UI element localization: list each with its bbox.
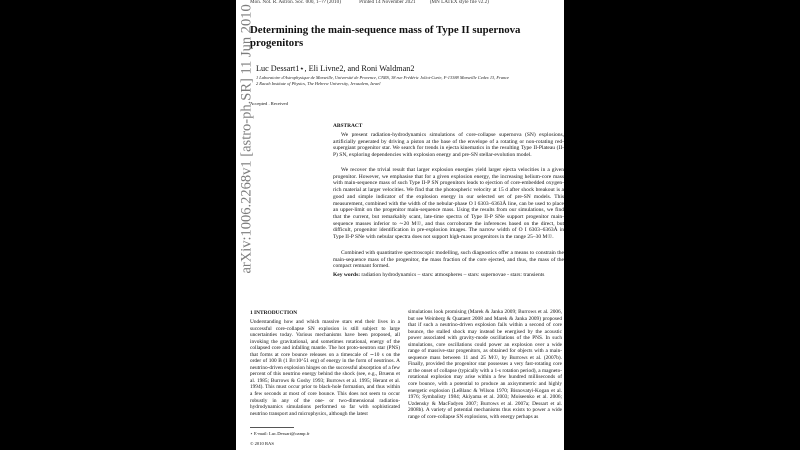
accepted-received-line: Accepted . Received bbox=[250, 101, 288, 106]
keywords bbox=[333, 272, 564, 279]
author-list: Luc Dessart1⋆, Eli Livne2, and Roni Waldman2 bbox=[256, 64, 415, 73]
affiliation-2: 2 Racah Institute of Physics, The Hebrew University, Jerusalem, Israel bbox=[256, 81, 381, 86]
footnote-rule bbox=[250, 427, 294, 428]
printed-date: Printed 14 November 2021 bbox=[359, 0, 416, 5]
intro-right-column: simulations look promising (Marek & Janka 2009; Burrows et al. 2006, but see Weinberg & Quataert 2008 and Marek & Janka 2009) proposed that if such a neutrino-driven explosion fails within a second of core bounce, the stalled shock may instead be energised by the acoustic power associated with gravity-mode oscillations of the PNS. In such simulations, core oscillations could power an explosion over a wide range of massive-star progenitors, as obtained for objects with a main-sequence mass between 11 and 25 M☉, by Burrows et al. (2007b). Finally, provided the progenitor star possesses a very fast-rotating core at the onset of collapse (typically with a 1-s rotation period), a magneto-rotational explosion may arise within a few hundred milliseconds of core bounce, with a potential to produce an axisymmetric and highly energetic explosion (LeBlanc & Wilson 1970; Bisnovatyi-Kogan et al. 1976; Symbalisty 1984; Akiyama et al. 2003; Moiseenko et al. 2006; Uzdensky & MacFadyen 2007; Burrows et al. 2007a; Dessart et al. 2008b). A variety of potential mechanisms thus exists to power a wide range of core-collapse SN explosions, with energy perhaps as bbox=[408, 309, 562, 420]
keywords-text: radiation hydrodynamics – stars: atmospheres – stars: supernovae - stars: transients bbox=[361, 272, 545, 278]
abstract-paragraph-1: We present radiation-hydrodynamics simulations of core-collapse supernova (SN) explosions, artificially generated by driving a piston at the base of the envelope of a rotating or non-rotating red-supergiant progenitor star. We search for trends in ejecta kinematics in the resulting Type II-Plateau (II-P) SN, exploring dependencies with explosion energy and pre-SN stellar-evolution model. bbox=[333, 132, 564, 159]
affiliation-1: 1 Laboratoire d'Astrophysique de Marseille, Université de Provence, CNRS, 38 rue Frédéric Joliot-Curie, F-13388 Marseille Cedex 13, France bbox=[256, 75, 510, 80]
running-header bbox=[250, 0, 489, 5]
paper-page bbox=[236, 0, 564, 450]
paper-title: Determining the main-sequence mass of Type II supernova progenitors bbox=[250, 24, 521, 49]
abstract-paragraph-2: We recover the trivial result that larger explosion energies yield larger ejecta velocities in a given progenitor. However, we emphasise that for a given explosion energy, the increasing helium-core mass with main-sequence mass of such Type II-P SN progenitors leads to ejection of core-embedded oxygen-rich material at larger velocities. We find that the photospheric velocity at 15 d after shock breakout is a good and simple indicator of the explosion energy in our selected set of pre-SN models. This measurement, combined with the width of the nebular-phase O I 6303–6363Å line, can be used to place an upper-limit on the progenitor main-sequence mass. Using the results from our simulations, we find that the current, but remarkably scant, late-time spectra of Type II-P SNe support progenitor main-sequence masses inferior to ∼20 M☉, and thus corroborate the inferences based on the direct, but difficult, progenitor identification in pre-explosion images. The narrow width of O I 6303–6363Å in Type II-P SNe with nebular spectra does not support high-mass progenitors in the range 25–30 M☉. bbox=[333, 167, 564, 241]
section-heading-introduction: 1 INTRODUCTION bbox=[250, 310, 298, 316]
abstract-heading: ABSTRACT bbox=[333, 123, 363, 129]
copyright-line: © 2010 RAS bbox=[250, 441, 274, 446]
abstract-paragraph-3: Combined with quantitative spectroscopic modelling, such diagnostics offer a means to constrain the main-sequence mass of the progenitor, the mass fraction of the core ejected, and thus, the mass of the compact remnant formed. bbox=[333, 250, 564, 270]
journal-citation: Mon. Not. R. Astron. Soc. 000, 1–?? (2010) bbox=[250, 0, 341, 5]
intro-left-column: Understanding how and which massive stars end their lives in a successful core-collapse SN explosion is still subject to large uncertainties today. Various mechanisms have been proposed, all invoking the gravitational, and sometimes rotational, energy of the collapsed core and infalling mantle. The hot proto-neutron star (PNS) that forms at core bounce releases on a timescale of ∼10 s on the order of 100 B (1 B≡10^51 erg) of energy in the form of neutrinos. A neutrino-driven explosion hinges on the successful absorption of a few percent of this neutrino energy behind the shock (see, e.g., Bruenn et al. 1985; Burrows & Goshy 1993; Burrows et al. 1995; Herant et al. 1994). This must occur prior to black-hole formation, and thus within a few seconds at most of core bounce. This does not seem to occur robustly in any of the one- or two-dimensional radiation-hydrodynamics simulations performed so far with sophisticated neutrino transport and microphysics, although the latest bbox=[250, 319, 400, 417]
arxiv-identifier: arXiv:1006.2268v1 [astro-ph.SR] 11 Jun 2010 bbox=[238, 4, 255, 274]
footnote-email: ⋆ E-mail: Luc.Dessart@oamp.fr bbox=[250, 431, 310, 436]
style-file: (MN LATEX style file v2.2) bbox=[429, 0, 489, 5]
keywords-label: Key words: bbox=[333, 272, 361, 278]
